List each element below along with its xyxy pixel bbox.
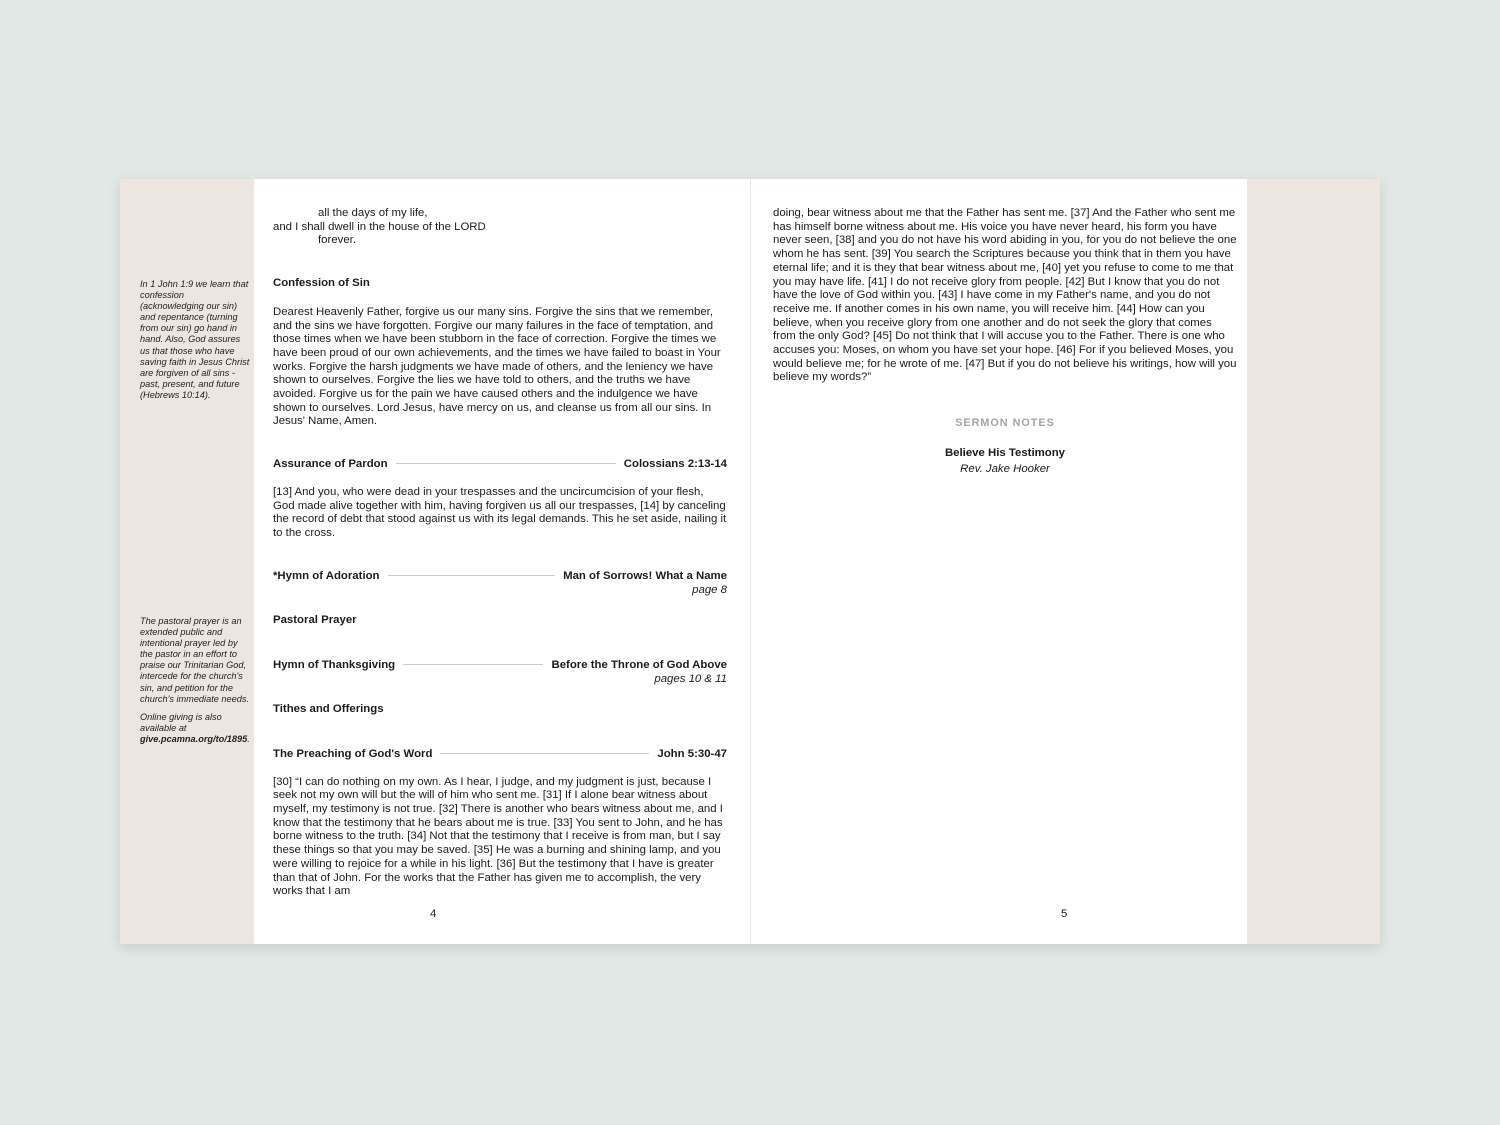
psalm-line-2: and I shall dwell in the house of the LORD	[273, 220, 486, 233]
sidenote-confession	[140, 279, 250, 408]
scripture-continued: doing, bear witness about me that the Father has sent me. [37] And the Father who sent me has himself borne witness about me. His voice you have never heard, his form you have never seen, [38] and you do not have his word abiding in you, for you do not believe the one whom he has sent. [39] You search the Scriptures because you think that in them you have eternal life; and it is they that bear witness about me, [40] yet you refuse to come to me that you may have life. [41] I do not receive glory from people. [42] But I know that you do not have the love of God within you. [43] I have come in my Father's name, and you do not receive me. If another comes in his own name, you will receive him. [44] How can you believe, when you receive glory from one another and do not seek the glory that comes from the only God? [45] Do not think that I will accuse you to the Father. There is one who accuses you: Moses, on whom you have set your hope. [46] For if you believed Moses, you would believe me; for he wrote of me. [47] But if you do not believe his writings, how will you believe my words?”	[773, 207, 1237, 384]
sidenote-confession-text: In 1 John 1:9 we learn that confession (acknowledging our sin) and repentance (turning from our sin) go hand in hand. Also, God assures us that those who have saving faith in Jesus Christ are forgiven of all sins - past, present, and future (Hebrews 10:14).	[140, 279, 250, 400]
pardon-text: [13] And you, who were dead in your trespasses and the uncircumcision of your flesh, God made alive together with him, having forgiven us all our trespasses, [14] by canceling the record of debt that stood against us with its legal demands. This he set aside, nailing it to the cross.	[273, 485, 727, 539]
hymn-adoration-row	[273, 570, 727, 584]
preaching-text: [30] “I can do nothing on my own. As I hear, I judge, and my judgment is just, because I seek not my own will but the will of him who sent me. [31] If I alone bear witness about myself, my testimony is not true. [32] There is another who bears witness about me, and I know that the testimony that he bears about me is true. [33] You sent to John, and he has borne witness to the truth. [34] Not that the testimony that I receive is from man, but I say these things so that you may be saved. [35] He was a burning and shining lamp, and you were willing to rejoice for a while in his light. [36] But the testimony that I have is greater than that of John. For the works that the Father has given me to accomplish, the very works that I am	[273, 775, 723, 898]
hymn-thanksgiving-row	[273, 659, 727, 673]
giving-prefix: Online giving is also available at	[140, 711, 222, 733]
page-number-left: 4	[430, 908, 437, 920]
leader-line	[440, 753, 649, 754]
leader-line	[396, 463, 616, 464]
page-number-right: 5	[1061, 908, 1068, 920]
preaching-row	[273, 748, 727, 762]
pastoral-prayer-heading: Pastoral Prayer	[273, 614, 357, 627]
hymn-adoration-page: page 8	[692, 584, 727, 597]
hymn-adoration-name: Man of Sorrows! What a Name	[563, 569, 727, 582]
hymn-thanksgiving-heading: Hymn of Thanksgiving	[273, 658, 396, 671]
preaching-heading: The Preaching of God's Word	[273, 747, 433, 760]
pardon-row	[273, 458, 727, 472]
bulletin-spread	[120, 179, 1380, 944]
psalm-line-1: all the days of my life,	[318, 207, 428, 219]
hymn-thanksgiving-name: Before the Throne of God Above	[551, 658, 727, 671]
hymn-adoration-heading: *Hymn of Adoration	[273, 569, 380, 582]
psalm-line-3: forever.	[318, 234, 356, 247]
preacher-name: Rev. Jake Hooker	[960, 462, 1050, 475]
leader-line	[403, 664, 543, 665]
leader-line	[388, 575, 556, 576]
left-page	[254, 179, 750, 944]
confession-text: Dearest Heavenly Father, forgive us our many sins. Forgive the sins that we remember, and the sins we have forgotten. Forgive our many failures in the face of temptation, and those times when we have been stubborn in the face of correction. Forgive the times we have been proud of our own achievements, and the times we have failed to boast in Your works. Forgive the harsh judgments we have made of others, and the leniency we have shown to ourselves. Forgive the lies we have told to others, and the truths we have avoided. Forgive us for the pain we have caused others and the indulgence we have shown to ourselves. Lord Jesus, have mercy on us, and cleanse us from all our sins. In Jesus' Name, Amen.	[273, 305, 721, 428]
confession-heading: Confession of Sin	[273, 277, 370, 290]
left-page-content	[273, 207, 727, 899]
sidenote-pastoral-text: The pastoral prayer is an extended public and intentional prayer led by the pastor in an effort to praise our Trinitarian God, intercede for the church's sin, and petition for the church's immediate needs.	[140, 616, 249, 704]
sermon-notes-label: SERMON NOTES	[955, 417, 1055, 430]
sidenote-giving	[140, 712, 250, 745]
preaching-reference: John 5:30-47	[657, 747, 727, 760]
tithes-heading: Tithes and Offerings	[273, 703, 384, 716]
giving-link[interactable]: give.pcamna.org/to/1895	[140, 733, 248, 744]
pardon-heading: Assurance of Pardon	[273, 458, 388, 471]
giving-suffix: .	[247, 733, 250, 744]
sermon-title: Believe His Testimony	[944, 446, 1066, 459]
sidenote-pastoral	[140, 616, 250, 752]
pardon-reference: Colossians 2:13-14	[623, 458, 727, 471]
right-page	[750, 179, 1247, 944]
hymn-thanksgiving-pages: pages 10 & 11	[654, 673, 727, 686]
right-page-content	[773, 207, 1237, 476]
